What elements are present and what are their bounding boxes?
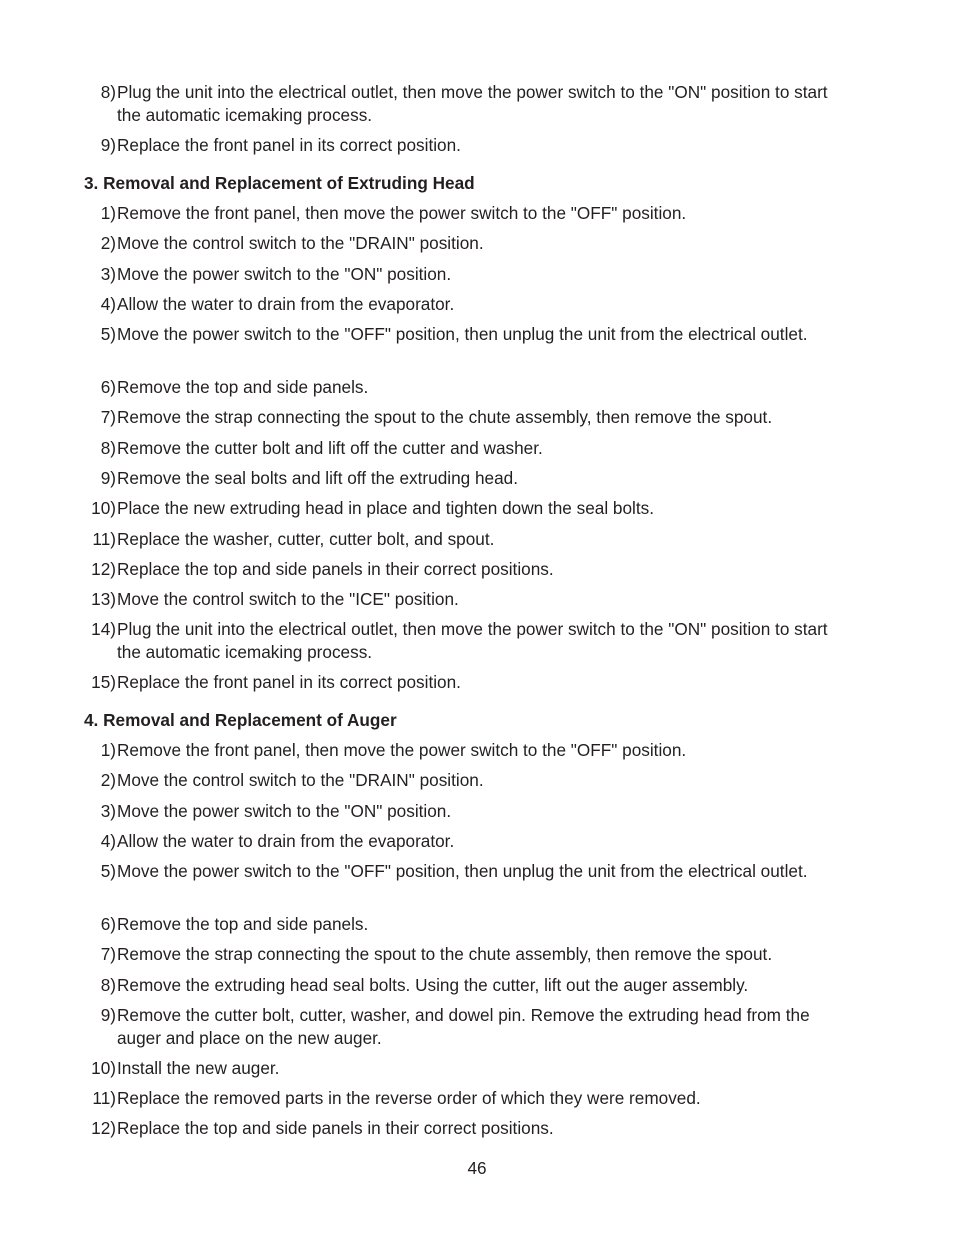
step-text: Replace the front panel in its correct position. [117, 135, 461, 155]
step-text: Replace the top and side panels in their correct positions. [117, 1118, 554, 1138]
step-text: Remove the cutter bolt, cutter, washer, and dowel pin. Remove the extruding head from the auger and place on the new auger. [117, 1005, 810, 1048]
step-text: Replace the front panel in its correct position. [117, 672, 461, 692]
step-number: 9) [100, 468, 116, 488]
section-heading: 4. Removal and Replacement of Auger [84, 710, 397, 730]
page-number: 46 [467, 1158, 487, 1178]
step-text: Replace the removed parts in the reverse order of which they were removed. [117, 1088, 701, 1108]
step-text: Replace the washer, cutter, cutter bolt, and spout. [117, 529, 495, 549]
step-text: Remove the front panel, then move the power switch to the "OFF" position. [117, 203, 687, 223]
step-text: Plug the unit into the electrical outlet, then move the power switch to the "ON" position to start the automatic icemaking process. [117, 619, 828, 662]
step-number: 10) [91, 498, 116, 518]
step-text: Allow the water to drain from the evaporator. [117, 294, 455, 314]
step-number: 1) [100, 740, 116, 760]
step-text: Move the power switch to the "OFF" position, then unplug the unit from the electrical outlet. [117, 861, 808, 881]
step-number: 2) [100, 233, 116, 253]
step-number: 11) [92, 1088, 116, 1108]
step-number: 8) [100, 438, 116, 458]
step-text: Allow the water to drain from the evaporator. [117, 831, 455, 851]
step-text: Move the control switch to the "ICE" position. [117, 589, 459, 609]
step-text: Remove the extruding head seal bolts. Using the cutter, lift out the auger assembly. [117, 975, 749, 995]
step-number: 6) [100, 914, 116, 934]
step-number: 12) [91, 1118, 116, 1138]
step-number: 8) [100, 975, 116, 995]
step-number: 5) [100, 324, 116, 344]
step-number: 4) [100, 831, 116, 851]
step-number: 2) [100, 770, 116, 790]
step-number: 7) [100, 407, 116, 427]
step-number: 15) [91, 672, 116, 692]
step-number: 6) [100, 377, 116, 397]
step-number: 4) [100, 294, 116, 314]
step-number: 9) [100, 1005, 116, 1025]
step-number: 8) [100, 82, 116, 102]
step-number: 1) [100, 203, 116, 223]
step-text: Remove the cutter bolt and lift off the cutter and washer. [117, 438, 543, 458]
step-text: Install the new auger. [117, 1058, 280, 1078]
step-number: 9) [100, 135, 116, 155]
step-number: 14) [91, 619, 116, 639]
step-text: Remove the seal bolts and lift off the extruding head. [117, 468, 518, 488]
step-text: Remove the top and side panels. [117, 377, 369, 397]
step-text: Plug the unit into the electrical outlet, then move the power switch to the "ON" position to start the automatic icemaking process. [117, 82, 828, 125]
step-text: Remove the top and side panels. [117, 914, 369, 934]
step-number: 11) [92, 529, 116, 549]
step-text: Remove the front panel, then move the power switch to the "OFF" position. [117, 740, 687, 760]
step-number: 10) [91, 1058, 116, 1078]
step-text: Move the power switch to the "ON" position. [117, 264, 452, 284]
step-text: Move the power switch to the "OFF" position, then unplug the unit from the electrical outlet. [117, 324, 808, 344]
step-number: 12) [91, 559, 116, 579]
step-text: Move the control switch to the "DRAIN" position. [117, 233, 484, 253]
step-number: 3) [100, 264, 116, 284]
step-number: 7) [100, 944, 116, 964]
step-text: Place the new extruding head in place and tighten down the seal bolts. [117, 498, 655, 518]
step-text: Replace the top and side panels in their correct positions. [117, 559, 554, 579]
step-text: Remove the strap connecting the spout to the chute assembly, then remove the spout. [117, 407, 773, 427]
step-text: Move the control switch to the "DRAIN" position. [117, 770, 484, 790]
step-text: Move the power switch to the "ON" position. [117, 801, 452, 821]
section-heading: 3. Removal and Replacement of Extruding Head [84, 173, 475, 193]
step-number: 5) [100, 861, 116, 881]
step-number: 13) [91, 589, 116, 609]
step-text: Remove the strap connecting the spout to the chute assembly, then remove the spout. [117, 944, 773, 964]
step-number: 3) [100, 801, 116, 821]
